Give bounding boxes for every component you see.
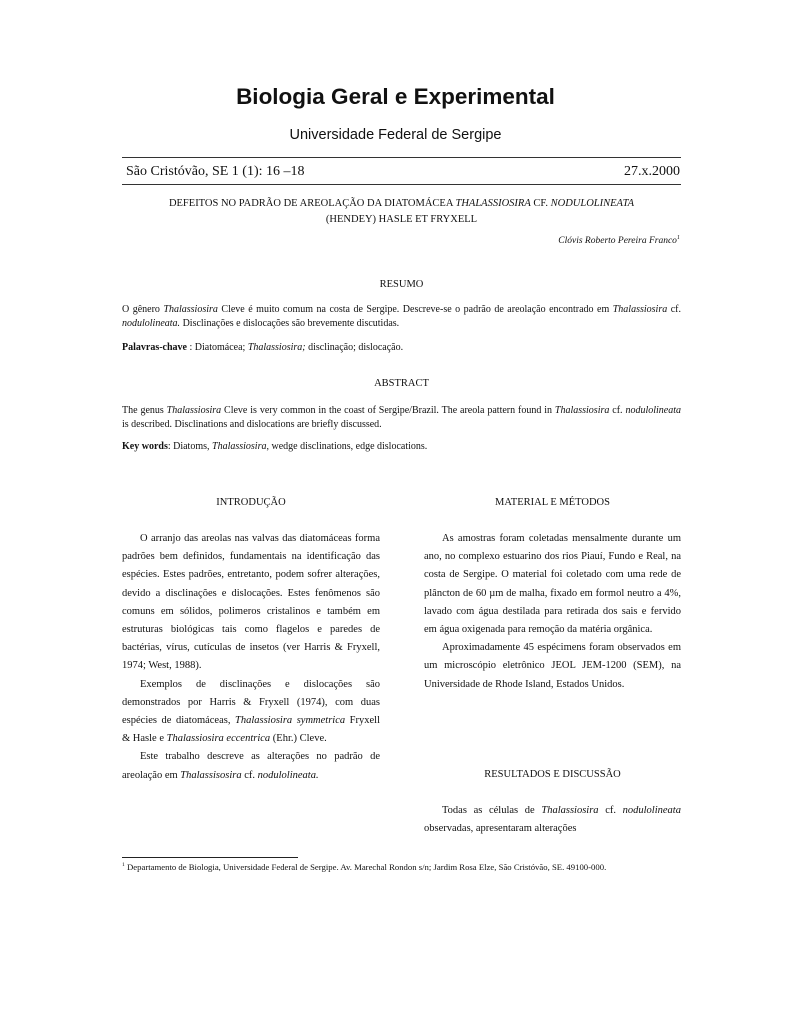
- issue-citation: São Cristóvão, SE 1 (1): 16 –18: [126, 164, 305, 179]
- res-span: observadas, apresentaram alterações: [424, 823, 577, 835]
- introducao-paragraph-1: O arranjo das areolas nas valvas das diatomáceas forma padrões bem definidos, fundamentais na identificação das espécies. Estes padrões, entretanto, podem sofrer alterações, devido a disclinações e dislocações. Estes fenômenos são comuns em sólidos, polimeros cristalinos e também em estruturas biológicas tais como flagelos e paredes de bactérias, vírus, cutículas de insetos (ver Harris & Fryxell, 1974; West, 1988).: [122, 533, 380, 672]
- material-column: [424, 497, 681, 694]
- abstract-span: is described. Disclinations and dislocations are briefly discussed.: [122, 418, 382, 430]
- intro-span: (Ehr.) Cleve.: [270, 733, 327, 745]
- resumo-genus: Thalassiosira: [163, 304, 218, 315]
- abstract-genus: Thalassiosira: [166, 405, 222, 416]
- resumo-span: Disclinações e dislocações são brevemente discutidas.: [180, 317, 400, 329]
- abstract-species: nodulolineata: [625, 405, 681, 416]
- author-footnote-marker: 1: [676, 234, 680, 241]
- title-text-1: DEFEITOS NO PADRÃO DE AREOLAÇÃO DA DIATOMÁCEA: [168, 198, 456, 209]
- key-words: [122, 441, 681, 452]
- introducao-paragraph-2: [122, 676, 380, 749]
- article-title: [122, 196, 681, 228]
- author-name: Clóvis Roberto Pereira Franco: [558, 236, 677, 246]
- resultados-paragraph-1: [424, 802, 681, 838]
- kw-span: : Diatoms,: [167, 441, 213, 452]
- footnote: [122, 861, 642, 873]
- species-name: Thalassiosira symmetrica: [235, 715, 346, 727]
- abstract-heading: ABSTRACT: [374, 378, 429, 389]
- species-name: Thalassiosira eccentrica: [166, 733, 271, 745]
- resumo-heading: RESUMO: [379, 279, 424, 290]
- resumo-species: nodulolineata.: [122, 317, 181, 329]
- intro-span: cf.: [241, 769, 258, 781]
- material-paragraph-1: As amostras foram coletadas mensalmente durante um ano, no complexo estuarino dos rios Piauí, Fundo e Real, na costa de Sergipe. O material foi coletado com uma rede de plâncton de 60 µm de malha, fixado em formol neutro a 4%, lavado com água destilada para retirada dos sais e fervido em água oxigenada para remoção da matéria orgânica.: [424, 533, 681, 636]
- issue-date: 27.x.2000: [624, 164, 680, 179]
- abstract-span: cf.: [609, 405, 626, 416]
- title-text-2: CF.: [530, 198, 551, 209]
- header-rule-top: [122, 157, 681, 158]
- author: [558, 236, 680, 246]
- resumo-span: cf.: [667, 304, 681, 315]
- title-species: NODULOLINEATA: [550, 198, 635, 209]
- abstract-span: Cleve is very common in the coast of Sergipe/Brazil. The areola pattern found in: [221, 405, 555, 416]
- footnote-marker: 1: [122, 862, 125, 869]
- title-genus: THALASSIOSIRA: [455, 198, 531, 209]
- res-span: Todas as células de: [442, 805, 542, 816]
- journal-title: Biologia Geral e Experimental: [236, 84, 555, 109]
- material-heading: MATERIAL E MÉTODOS: [495, 497, 610, 508]
- introducao-body: [122, 530, 380, 785]
- genus-name: Thalassiosira: [541, 805, 599, 816]
- header-rule-bottom: [122, 184, 681, 185]
- kw-genus: Thalassiosira: [212, 441, 267, 452]
- key-words-label: Key words: [122, 441, 168, 452]
- abstract-span: The genus: [122, 405, 167, 416]
- resumo-span: O gênero: [122, 304, 164, 315]
- abstract-genus: Thalassiosira: [554, 405, 610, 416]
- university-name: Universidade Federal de Sergipe: [289, 127, 502, 143]
- resumo-span: Cleve é muito comum na costa de Sergipe. Descreve-se o padrão de areolação encontrado em: [217, 304, 613, 315]
- kw-span: disclinação; dislocação.: [305, 342, 404, 353]
- introducao-column: [122, 497, 380, 785]
- kw-genus: Thalassiosira;: [247, 342, 306, 353]
- introducao-heading: INTRODUÇÃO: [216, 497, 286, 508]
- introducao-paragraph-3: [122, 748, 380, 784]
- material-paragraph-2: Aproximadamente 45 espécimens foram observados em um microscópio eletrônico JEOL JEM-1200 (SEM), na Universidade de Rhode Island, Estados Unidos.: [424, 642, 681, 690]
- intro-span: Este trabalho descreve as alterações no padrão de areolação em: [122, 751, 380, 781]
- kw-span: , wedge disclinations, edge dislocations.: [266, 441, 428, 452]
- intro-span: Exemplos de disclinações e dislocações são demonstrados por Harris & Fryxell (1974), com duas espécies de diatomáceas,: [122, 678, 380, 727]
- species-name: nodulolineata: [622, 805, 681, 816]
- resumo-text: [122, 303, 681, 330]
- resultados-body: [424, 802, 681, 838]
- abstract-text: [122, 404, 681, 431]
- res-span: cf.: [598, 805, 623, 816]
- species-name: nodulolineata.: [257, 769, 319, 781]
- genus-name: Thalassisosira: [180, 769, 242, 781]
- intro-span: Fryxell & Hasle e: [122, 715, 380, 745]
- footnote-rule: [122, 857, 298, 858]
- resultados-heading: RESULTADOS E DISCUSSÃO: [484, 769, 621, 780]
- resumo-genus: Thalassiosira: [612, 304, 668, 315]
- palavras-chave: [122, 342, 681, 353]
- footnote-text: Departamento de Biologia, Universidade Federal de Sergipe. Av. Marechal Rondon s/n; Jardim Rosa Elze, São Cristóvão, SE. 49100-000.: [124, 862, 607, 872]
- kw-span: : Diatomácea;: [187, 342, 248, 353]
- resultados-column: [424, 769, 681, 838]
- title-authority: (HENDEY) HASLE ET FRYXELL: [325, 214, 478, 225]
- palavras-chave-label: Palavras-chave: [122, 342, 187, 353]
- material-body: [424, 530, 681, 694]
